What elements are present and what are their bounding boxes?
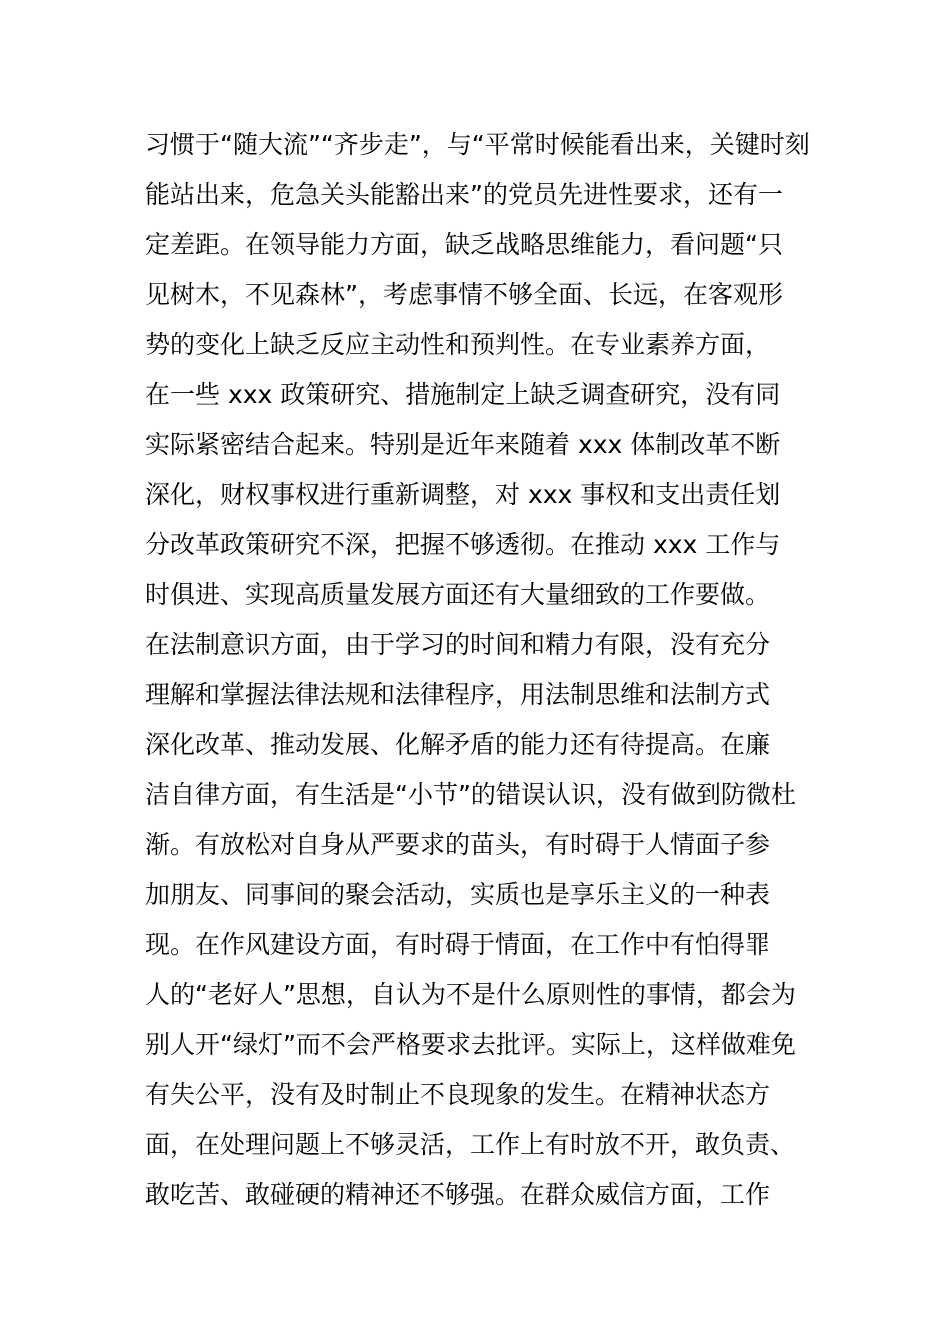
text-line: 分改革政策研究不深，把握不够透彻。在推动 xxx 工作与 (145, 530, 781, 559)
text-line: 势的变化上缺乏反应主动性和预判性。在专业素养方面， (145, 330, 771, 359)
body-text (145, 128, 815, 1228)
text-line: 别人开“绿灯”而不会严格要求去批评。实际上，这样做难免 (145, 1030, 796, 1059)
text-line: 现。在作风建设方面，有时碍于情面，在工作中有怕得罪 (145, 930, 771, 959)
text-line: 在一些 xxx 政策研究、措施制定上缺乏调查研究，没有同 (145, 380, 781, 409)
text-line: 时俱进、实现高质量发展方面还有大量细致的工作要做。 (145, 580, 771, 609)
text-line: 渐。有放松对自身从严要求的苗头，有时碍于人情面子参 (145, 830, 771, 859)
text-line: 加朋友、同事间的聚会活动，实质也是享乐主义的一种表 (145, 880, 771, 909)
text-line: 定差距。在领导能力方面，缺乏战略思维能力，看问题“只 (145, 230, 783, 259)
text-line: 在法制意识方面，由于学习的时间和精力有限，没有充分 (145, 630, 771, 659)
text-line: 洁自律方面，有生活是“小节”的错误认识，没有做到防微杜 (145, 780, 796, 809)
text-line: 能站出来，危急关头能豁出来”的党员先进性要求，还有一 (145, 180, 783, 209)
text-line: 人的“老好人”思想，自认为不是什么原则性的事情，都会为 (145, 980, 796, 1009)
text-line: 深化改革、推动发展、化解矛盾的能力还有待提高。在廉 (145, 730, 771, 759)
text-line: 见树木，不见森林”，考虑事情不够全面、长远，在客观形 (145, 280, 783, 309)
text-line: 深化，财权事权进行重新调整，对 xxx 事权和支出责任划 (145, 480, 781, 509)
text-line: 实际紧密结合起来。特别是近年来随着 xxx 体制改革不断 (145, 430, 781, 459)
text-line: 面，在处理问题上不够灵活，工作上有时放不开，敢负责、 (145, 1130, 796, 1159)
text-line: 习惯于“随大流”“齐步走”，与“平常时候能看出来，关键时刻 (145, 130, 810, 159)
text-line: 有失公平，没有及时制止不良现象的发生。在精神状态方 (145, 1080, 771, 1109)
text-line: 敢吃苦、敢碰硬的精神还不够强。在群众威信方面，工作 (145, 1180, 771, 1209)
text-line: 理解和掌握法律法规和法律程序，用法制思维和法制方式 (145, 680, 771, 709)
